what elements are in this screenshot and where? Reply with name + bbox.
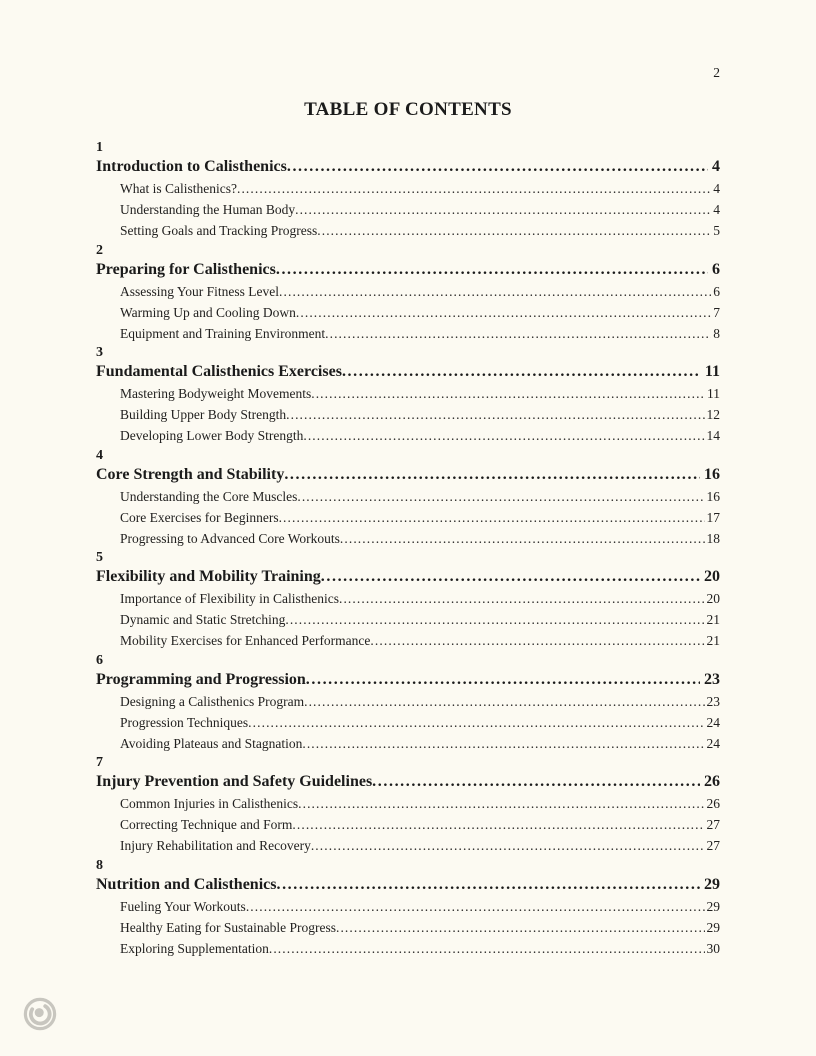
dot-leader [306, 669, 700, 691]
section-page-number: 20 [706, 591, 720, 606]
dot-leader [285, 609, 704, 630]
toc-section-entry[interactable] [96, 383, 720, 404]
toc-section-entry[interactable] [96, 302, 720, 323]
dot-leader [246, 896, 705, 917]
toc-chapter-entry[interactable] [96, 259, 720, 281]
chapter-page-number: 6 [712, 260, 720, 278]
section-page-number: 21 [706, 612, 720, 627]
dot-leader [269, 938, 705, 959]
toc-section-entry[interactable] [96, 281, 720, 302]
section-page-number: 12 [706, 407, 720, 422]
toc-section-entry[interactable] [96, 609, 720, 630]
section-title: Setting Goals and Tracking Progress [120, 223, 318, 238]
toc-section-entry[interactable] [96, 323, 720, 344]
dot-leader [302, 733, 704, 754]
dot-leader [276, 874, 700, 896]
dot-leader [304, 691, 704, 712]
chapter-title: Nutrition and Calisthenics [96, 875, 277, 893]
section-page-number: 27 [706, 817, 720, 832]
page-title: TABLE OF CONTENTS [304, 99, 512, 120]
chapter-sections [96, 178, 720, 241]
dot-leader [342, 361, 701, 383]
chapter-title: Fundamental Calisthenics Exercises [96, 363, 342, 380]
section-title: Progressing to Advanced Core Workouts [120, 530, 340, 546]
toc-chapter [96, 754, 720, 856]
dot-leader [325, 323, 711, 344]
toc-section-entry[interactable] [96, 814, 720, 835]
dot-leader [317, 220, 711, 241]
toc-chapter [96, 139, 720, 241]
chapter-page-number: 29 [704, 875, 720, 893]
section-page-number: 27 [706, 838, 720, 853]
toc-section-entry[interactable] [96, 220, 720, 241]
chapter-number: 8 [96, 857, 103, 873]
dot-leader [297, 486, 704, 507]
section-title: Mobility Exercises for Enhanced Performance [120, 633, 371, 648]
concentric-circles-logo-icon [22, 996, 58, 1032]
chapter-page-number: 26 [704, 773, 720, 790]
dot-leader [311, 835, 705, 856]
section-page-number: 29 [706, 898, 720, 914]
section-title: Importance of Flexibility in Calisthenics [120, 591, 339, 606]
toc-section-entry[interactable] [96, 896, 720, 917]
section-page-number: 23 [706, 693, 720, 709]
toc-section-entry[interactable] [96, 712, 720, 733]
dot-leader [336, 917, 705, 938]
dot-leader [340, 528, 705, 549]
chapter-page-number: 23 [704, 670, 720, 688]
dot-leader [276, 259, 708, 281]
chapter-title: Programming and Progression [96, 670, 306, 688]
section-page-number: 21 [706, 633, 720, 648]
dot-leader [339, 588, 705, 609]
section-title: Building Upper Body Strength [120, 407, 287, 422]
toc-chapter-entry[interactable] [96, 361, 720, 383]
section-title: Injury Rehabilitation and Recovery [120, 838, 311, 853]
section-page-number: 24 [706, 714, 720, 730]
toc-chapter-entry[interactable] [96, 156, 720, 178]
toc-chapter-entry[interactable] [96, 669, 720, 691]
chapter-sections [96, 588, 720, 651]
section-title: Avoiding Plateaus and Stagnation [120, 735, 303, 751]
toc-chapter-entry[interactable] [96, 771, 720, 793]
dot-leader [303, 425, 704, 446]
section-title: Correcting Technique and Form [120, 817, 293, 832]
chapter-page-number: 4 [712, 158, 720, 175]
section-page-number: 4 [713, 181, 720, 196]
toc-section-entry[interactable] [96, 917, 720, 938]
section-page-number: 11 [707, 386, 720, 401]
section-page-number: 30 [706, 940, 720, 956]
toc-chapter [96, 857, 720, 959]
toc-section-entry[interactable] [96, 486, 720, 507]
dot-leader [287, 156, 708, 178]
dot-leader [321, 566, 700, 588]
dot-leader [311, 383, 705, 404]
toc [96, 139, 720, 959]
section-title: Common Injuries in Calisthenics [120, 796, 299, 811]
section-title: Dynamic and Static Stretching [120, 612, 286, 627]
dot-leader [292, 814, 704, 835]
chapter-title: Flexibility and Mobility Training [96, 568, 321, 585]
section-title: Warming Up and Cooling Down [120, 304, 296, 320]
chapter-sections [96, 691, 720, 754]
chapter-page-number: 16 [704, 465, 720, 483]
section-title: Understanding the Core Muscles [120, 488, 298, 504]
section-title: Mastering Bodyweight Movements [120, 386, 312, 401]
section-page-number: 29 [706, 919, 720, 935]
dot-leader [284, 464, 700, 486]
section-title: Core Exercises for Beginners [120, 509, 279, 525]
chapter-title: Introduction to Calisthenics [96, 158, 287, 175]
toc-chapter [96, 652, 720, 754]
dot-leader [248, 712, 704, 733]
chapter-title: Injury Prevention and Safety Guidelines [96, 773, 373, 790]
toc-chapter [96, 344, 720, 446]
chapter-sections [96, 281, 720, 344]
section-page-number: 18 [706, 530, 720, 546]
toc-section-entry[interactable] [96, 507, 720, 528]
section-title: Healthy Eating for Sustainable Progress [120, 919, 336, 935]
section-title: Understanding the Human Body [120, 202, 296, 217]
chapter-number: 5 [96, 550, 103, 565]
toc-chapter-entry[interactable] [96, 874, 720, 896]
section-page-number: 8 [713, 325, 720, 341]
toc-chapter [96, 549, 720, 651]
toc-section-entry[interactable] [96, 199, 720, 220]
section-title: Designing a Calisthenics Program [120, 693, 305, 709]
section-page-number: 4 [713, 202, 720, 217]
section-page-number: 5 [713, 223, 720, 238]
dot-leader [296, 302, 711, 323]
section-title: Exploring Supplementation [120, 940, 269, 956]
dot-leader [279, 281, 711, 302]
chapter-number: 7 [96, 755, 103, 770]
chapter-sections [96, 896, 720, 959]
dot-leader [372, 771, 700, 793]
section-page-number: 16 [706, 488, 720, 504]
section-page-number: 17 [706, 509, 720, 525]
toc-section-entry[interactable] [96, 588, 720, 609]
toc-section-entry[interactable] [96, 404, 720, 425]
toc-section-entry[interactable] [96, 793, 720, 814]
section-page-number: 26 [706, 796, 720, 811]
dot-leader [298, 793, 704, 814]
chapter-page-number: 20 [704, 568, 720, 585]
section-page-number: 14 [706, 428, 720, 443]
toc-section-entry[interactable] [96, 835, 720, 856]
section-title: Fueling Your Workouts [120, 898, 246, 914]
chapter-title: Core Strength and Stability [96, 465, 285, 483]
toc-chapter [96, 447, 720, 549]
toc-chapter-entry[interactable] [96, 464, 720, 486]
chapter-page-number: 11 [704, 363, 720, 380]
dot-leader [370, 630, 704, 651]
page-number: 2 [713, 65, 720, 80]
toc-chapter [96, 242, 720, 344]
page-number-row [96, 0, 720, 80]
toc-section-entry[interactable] [96, 938, 720, 959]
chapter-number: 3 [96, 345, 103, 360]
section-page-number: 24 [706, 735, 720, 751]
toc-section-entry[interactable] [96, 425, 720, 446]
section-title: Equipment and Training Environment [120, 325, 326, 341]
section-title: Developing Lower Body Strength [120, 428, 304, 443]
section-title: Assessing Your Fitness Level [120, 283, 280, 299]
toc-section-entry[interactable] [96, 630, 720, 651]
toc-section-entry[interactable] [96, 691, 720, 712]
dot-leader [295, 199, 711, 220]
dot-leader [237, 178, 711, 199]
toc-section-entry[interactable] [96, 528, 720, 549]
chapter-number: 1 [96, 140, 103, 155]
chapter-number: 6 [96, 652, 103, 668]
section-title: What is Calisthenics? [120, 181, 237, 196]
toc-chapter-entry[interactable] [96, 566, 720, 588]
dot-leader [286, 404, 704, 425]
section-page-number: 6 [713, 283, 720, 299]
toc-section-entry[interactable] [96, 733, 720, 754]
chapter-sections [96, 383, 720, 446]
section-page-number: 7 [713, 304, 720, 320]
section-title: Progression Techniques [120, 714, 249, 730]
dot-leader [279, 507, 705, 528]
chapter-number: 2 [96, 242, 103, 258]
chapter-sections [96, 486, 720, 549]
toc-section-entry[interactable] [96, 178, 720, 199]
chapter-number: 4 [96, 447, 103, 463]
chapter-title: Preparing for Calisthenics [96, 260, 276, 278]
chapter-sections [96, 793, 720, 856]
